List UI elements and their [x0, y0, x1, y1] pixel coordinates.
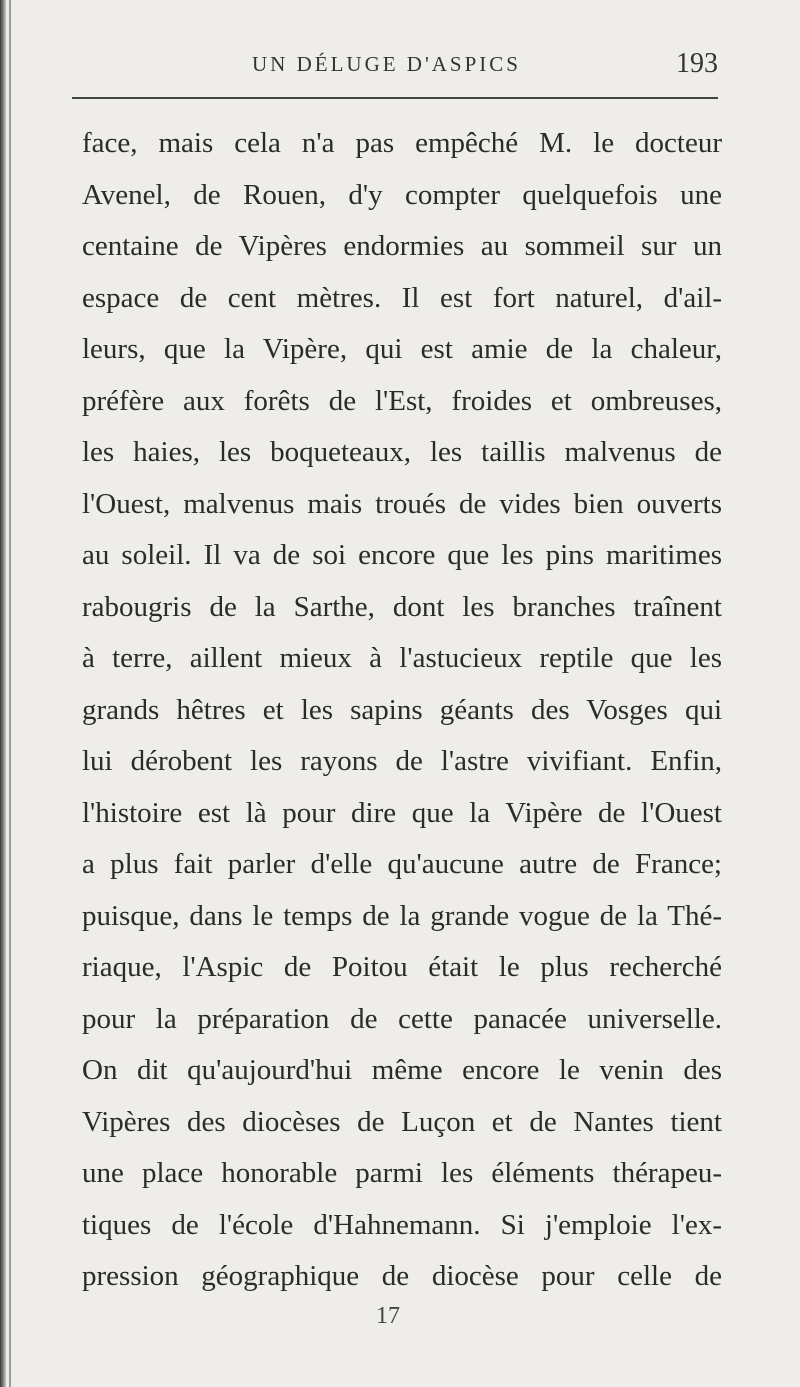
- text-line: rabougris de la Sarthe, dont les branches traînent: [82, 590, 722, 623]
- text-line: Vipères des diocèses de Luçon et de Nantes tient: [82, 1105, 722, 1138]
- text-line: grands hêtres et les sapins géants des Vosges qui: [82, 693, 722, 726]
- header-rule: [72, 97, 718, 99]
- signature-mark: 17: [376, 1303, 400, 1329]
- text-line: centaine de Vipères endormies au sommeil sur un: [82, 230, 722, 262]
- text-line: Avenel, de Rouen, d'y compter quelquefois une: [82, 178, 722, 211]
- text-line: a plus fait parler d'elle qu'aucune autre de France;: [82, 848, 722, 880]
- text-line: une place honorable parmi les éléments thérapeu-: [82, 1157, 722, 1189]
- text-line: leurs, que la Vipère, qui est amie de la chaleur,: [82, 333, 722, 365]
- text-line: lui dérobent les rayons de l'astre vivifiant. Enfin,: [82, 745, 722, 777]
- text-line: pour la préparation de cette panacée universelle.: [82, 1002, 722, 1035]
- text-line: l'histoire est là pour dire que la Vipère de l'Ouest: [82, 796, 722, 829]
- running-title: UN DÉLUGE D'ASPICS: [252, 52, 521, 76]
- body-text: [82, 118, 722, 1303]
- text-line: les haies, les boqueteaux, les taillis malvenus de: [82, 436, 722, 468]
- text-line: préfère aux forêts de l'Est, froides et ombreuses,: [82, 384, 722, 417]
- text-line: au soleil. Il va de soi encore que les pins maritimes: [82, 539, 722, 571]
- text-line: tiques de l'école d'Hahnemann. Si j'emploie l'ex-: [82, 1208, 722, 1241]
- text-line: espace de cent mètres. Il est fort naturel, d'ail-: [82, 281, 722, 314]
- text-line: On dit qu'aujourd'hui même encore le venin des: [82, 1054, 722, 1086]
- binding-edge: [0, 0, 6, 1387]
- running-head: [252, 48, 718, 88]
- text-line: pression géographique de diocèse pour celle de: [82, 1260, 722, 1292]
- page-number: 193: [676, 48, 718, 79]
- text-line: riaque, l'Aspic de Poitou était le plus recherché: [82, 951, 722, 983]
- binding-line: [9, 0, 11, 1387]
- text-line: à terre, aillent mieux à l'astucieux reptile que les: [82, 642, 722, 674]
- text-line: face, mais cela n'a pas empêché M. le docteur: [82, 127, 722, 159]
- text-line: l'Ouest, malvenus mais troués de vides bien ouverts: [82, 487, 722, 520]
- text-line: puisque, dans le temps de la grande vogue de la Thé-: [82, 899, 722, 932]
